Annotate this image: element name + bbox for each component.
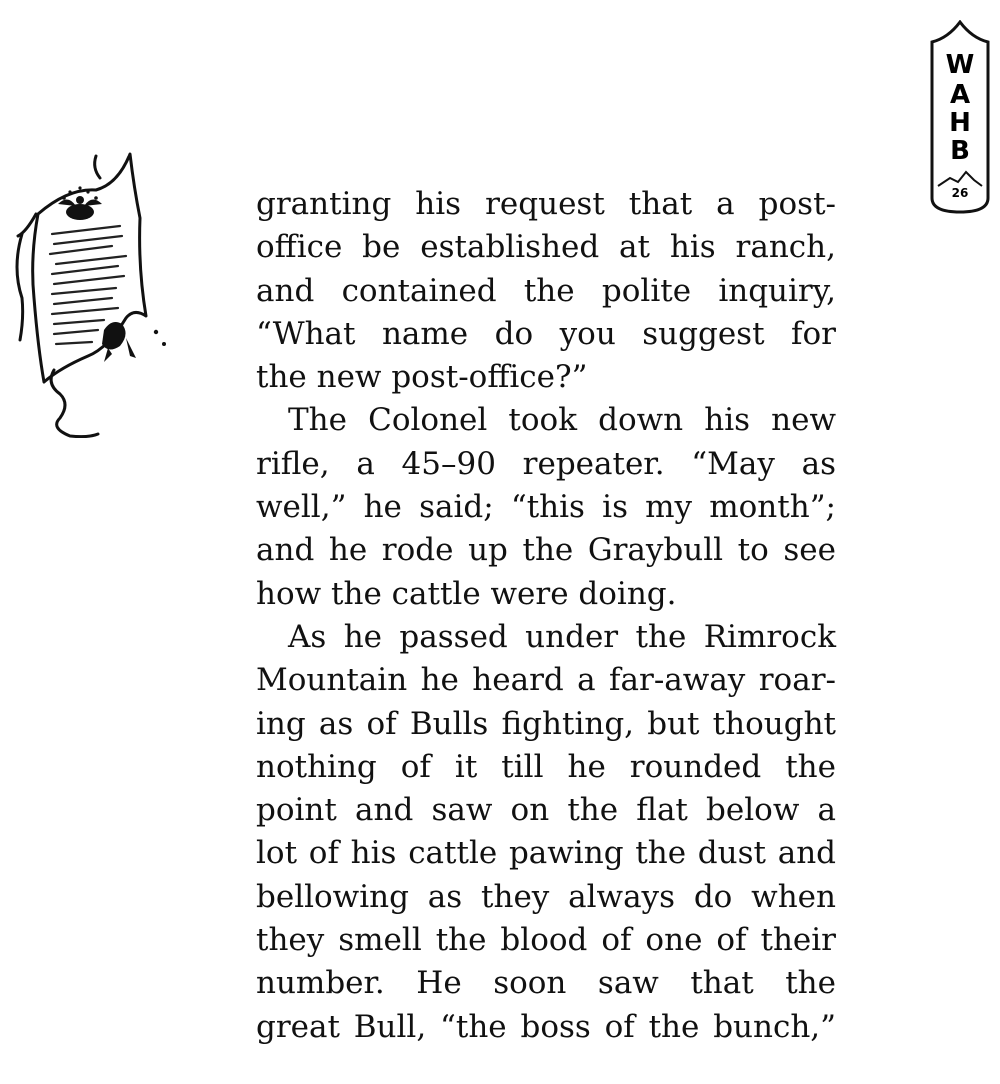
text-line: granting his request that a post- [256, 186, 836, 222]
paragraph-start-line: As he passed under the Rimrock [288, 618, 836, 655]
text-line: number. He soon saw that the [256, 965, 836, 1002]
badge-letter-h: H [949, 108, 971, 138]
text-line: and contained the polite inquiry, [256, 272, 836, 309]
text-line: bellowing as they always do when [256, 878, 836, 915]
body-text [256, 183, 836, 1049]
text-line: Mountain he heard a far-away roar- [256, 662, 836, 699]
page-badge [928, 20, 992, 216]
text-line: nothing of it till he rounded the [256, 748, 836, 785]
badge-letter-a: A [949, 80, 971, 110]
text-line: point and saw on the flat below a [256, 792, 836, 829]
text-line: the new post-office?” [256, 359, 588, 396]
badge-letter-w: W [945, 50, 975, 80]
rolled-document-with-eagle-seal-icon [8, 148, 178, 438]
paragraph-start-line: The Colonel took down his new [288, 402, 836, 439]
text-line: ing as of Bulls fighting, but thought [256, 705, 836, 742]
page-number: 26 [951, 186, 969, 200]
text-line: “What name do you suggest for [256, 315, 836, 352]
text-line: office be established at his ranch, [256, 229, 836, 266]
text-line: great Bull, “the boss of the bunch,” [256, 1008, 836, 1045]
text-line: how the cattle were doing. [256, 575, 677, 612]
text-line: well,” he said; “this is my month”; [256, 489, 836, 526]
text-line: lot of his cattle pawing the dust and [256, 835, 836, 872]
text-line: they smell the blood of one of their [256, 922, 836, 959]
text-line: rifle, a 45–90 repeater. “May as [256, 445, 836, 482]
text-line: and he rode up the Graybull to see [256, 532, 836, 569]
badge-letter-b: B [950, 136, 970, 166]
